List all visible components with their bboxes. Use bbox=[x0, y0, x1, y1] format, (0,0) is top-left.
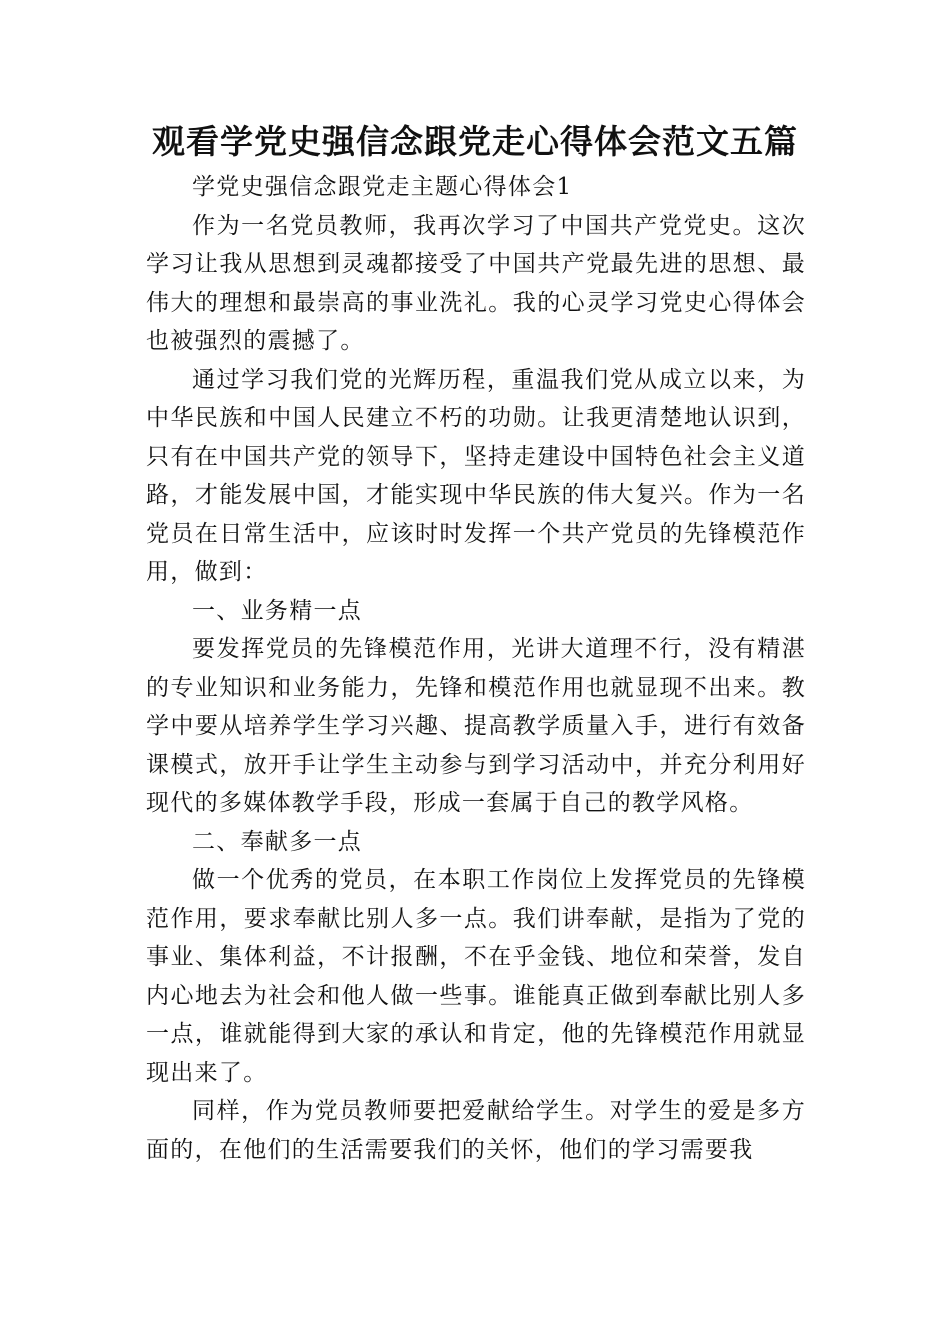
section-heading: 学党史强信念跟党走主题心得体会1 bbox=[192, 174, 573, 200]
document-body bbox=[146, 168, 806, 1169]
subheading: 二、奉献多一点 bbox=[192, 828, 363, 855]
paragraph: 同样，作为党员教师要把爱献给学生。对学生的爱是多方面的，在他们的生活需要我们的关怀，他们的学习需要我 bbox=[146, 1098, 806, 1163]
paragraph: 作为一名党员教师，我再次学习了中国共产党党史。这次学习让我从思想到灵魂都接受了中国共产党最先进的思想、最伟大的理想和最崇高的事业洗礼。我的心灵学习党史心得体会也被强烈的震撼了。 bbox=[146, 212, 806, 354]
document-title: 观看学党史强信念跟党走心得体会范文五篇 bbox=[152, 122, 798, 161]
paragraph: 通过学习我们党的光辉历程，重温我们党从成立以来，为中华民族和中国人民建立不朽的功勋。让我更清楚地认识到，只有在中国共产党的领导下，坚持走建设中国特色社会主义道路，才能发展中国，才能实现中华民族的伟大复兴。作为一名党员在日常生活中，应该时时发挥一个共产党员的先锋模范作用，做到： bbox=[146, 366, 806, 585]
paragraph: 要发挥党员的先锋模范作用，光讲大道理不行，没有精湛的专业知识和业务能力，先锋和模范作用也就显现不出来。教学中要从培养学生学习兴趣、提高教学质量入手，进行有效备课模式，放开手让学生主动参与到学习活动中，并充分利用好现代的多媒体教学手段，形成一套属于自己的教学风格。 bbox=[146, 636, 806, 816]
paragraph: 做一个优秀的党员，在本职工作岗位上发挥党员的先锋模范作用，要求奉献比别人多一点。我们讲奉献，是指为了党的事业、集体利益，不计报酬，不在乎金钱、地位和荣誉，发自内心地去为社会和他人做一些事。谁能真正做到奉献比别人多一点，谁就能得到大家的承认和肯定，他的先锋模范作用就显现出来了。 bbox=[146, 867, 806, 1086]
subheading: 一、业务精一点 bbox=[192, 597, 363, 624]
